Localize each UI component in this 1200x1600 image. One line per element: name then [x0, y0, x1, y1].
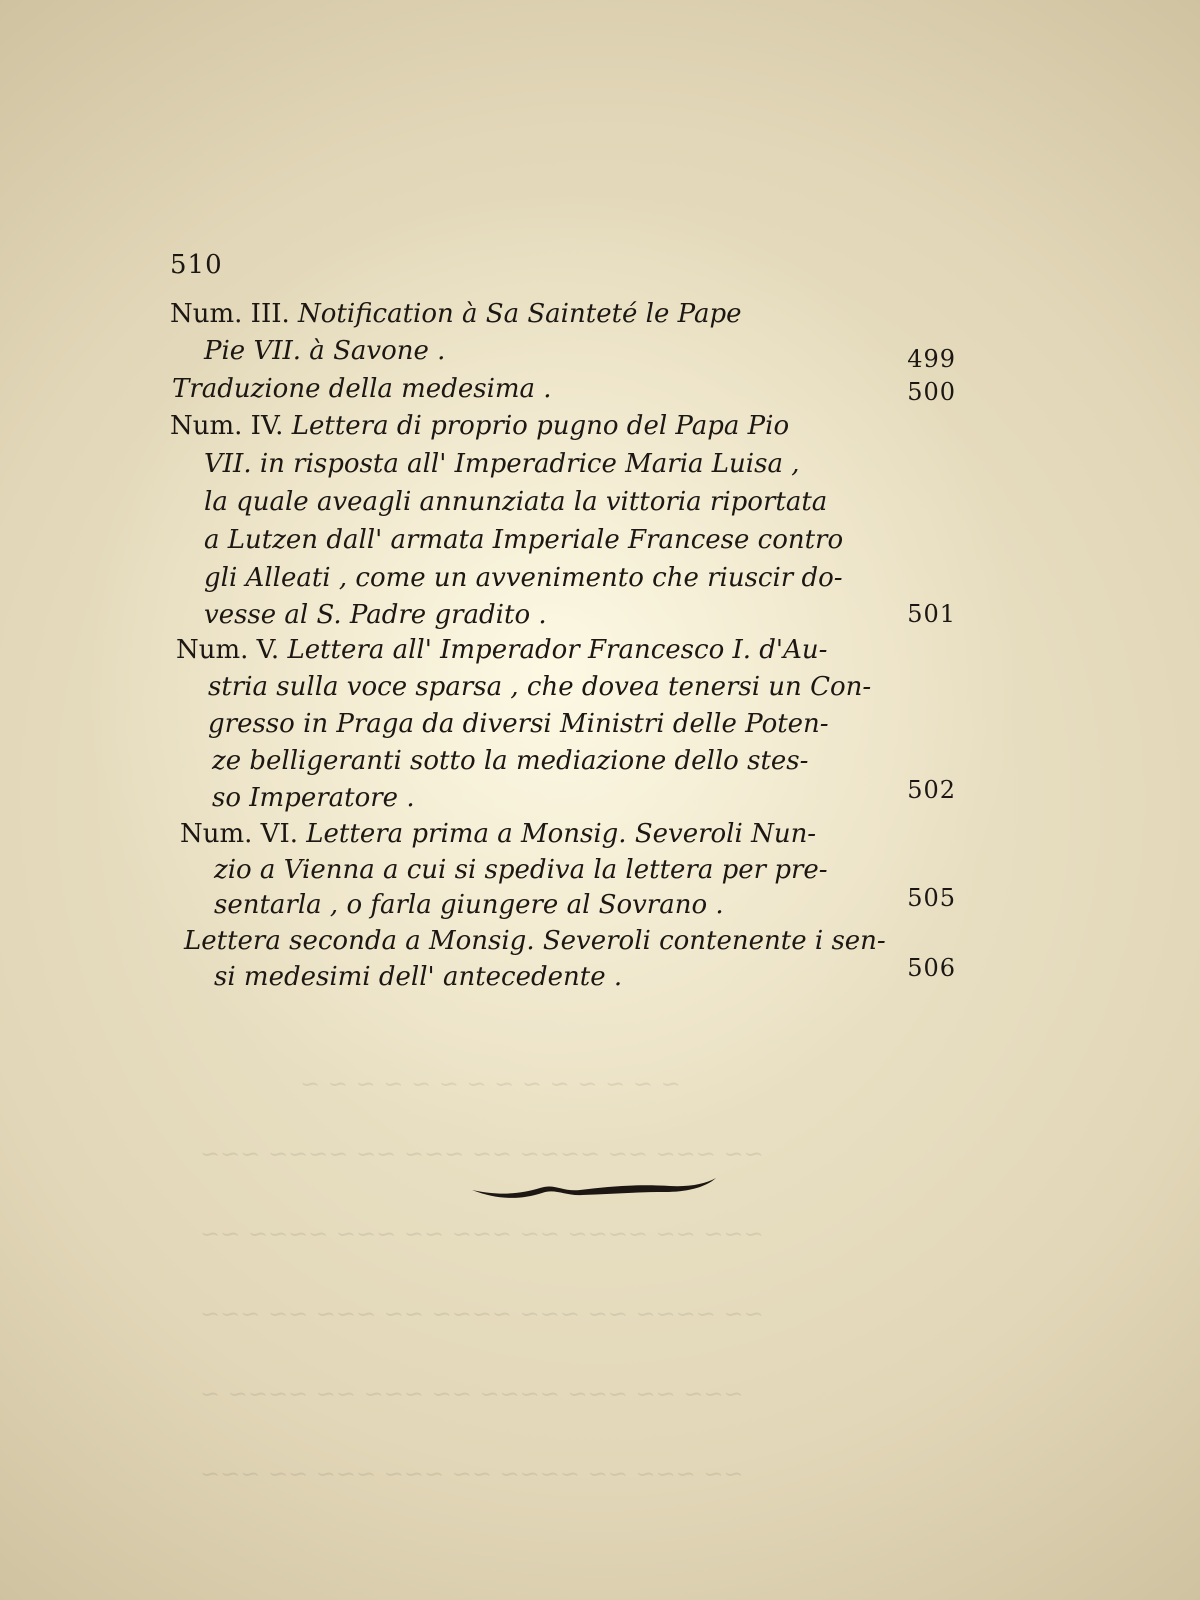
entry-page-number: 505	[907, 884, 956, 912]
entry-number: Num. VI.	[180, 819, 307, 849]
show-through-texture: ~ ~ ~ ~ ~ ~ ~ ~ ~ ~ ~ ~ ~ ~	[300, 1070, 681, 1098]
show-through-texture: ~~~ ~~ ~~~ ~~~~ ~~ ~~~ ~~ ~~~~ ~	[200, 1380, 744, 1408]
end-ornament-icon	[470, 1168, 720, 1208]
toc-line	[180, 816, 816, 852]
entry-page-number: 506	[907, 954, 956, 982]
entry-title-text: Notification à Sa Sainteté le Pape	[298, 299, 742, 329]
toc-line: la quale aveagli annunziata la vittoria riportata	[204, 487, 828, 517]
toc-line	[170, 296, 742, 332]
toc-line: ze belligeranti sotto la mediazione dello stes-	[212, 746, 809, 776]
show-through-texture: ~~~ ~~ ~~~~ ~~ ~~~ ~~ ~~~ ~~~~ ~~	[200, 1220, 764, 1248]
toc-line: VII. in risposta all' Imperadrice Maria Luisa ,	[204, 449, 800, 479]
entry-number: Num. III.	[170, 299, 299, 329]
page-number: 510	[170, 250, 223, 280]
toc-line: gresso in Praga da diversi Ministri delle Poten-	[208, 709, 829, 739]
toc-line	[176, 632, 827, 668]
toc-line: Traduzione della medesima .	[172, 374, 552, 404]
show-through-texture: ~~ ~~~ ~~ ~~~~ ~~ ~~~ ~~~ ~~ ~~~	[200, 1460, 744, 1488]
show-through-texture: ~~ ~~~~ ~~ ~~~ ~~~~ ~~ ~~~ ~~ ~~~	[200, 1300, 764, 1328]
toc-line: a Lutzen dall' armata Imperiale Francese contro	[204, 525, 844, 555]
show-through-texture: ~~ ~~~ ~~ ~~~~ ~~ ~~~ ~~ ~~~~ ~~~	[200, 1140, 764, 1168]
toc-line: stria sulla voce sparsa , che dovea tenersi un Con-	[208, 672, 872, 702]
entry-page-number: 501	[907, 600, 956, 628]
entry-title-text: Lettera prima a Monsig. Severoli Nun-	[306, 819, 817, 849]
entry-number: Num. IV.	[170, 411, 292, 441]
toc-line: sentarla , o farla giungere al Sovrano .	[214, 890, 724, 920]
toc-line: Pie VII. à Savone .	[204, 336, 446, 366]
toc-line: zio a Vienna a cui si spediva la lettera per pre-	[214, 855, 828, 885]
entry-number: Num. V.	[176, 635, 288, 665]
entry-title-text: Lettera all' Imperador Francesco I. d'Au-	[287, 635, 828, 665]
toc-line: vesse al S. Padre gradito .	[204, 600, 547, 630]
entry-title-text: Lettera di proprio pugno del Papa Pio	[291, 411, 790, 441]
toc-line: si medesimi dell' antecedente .	[214, 962, 623, 992]
entry-page-number: 499	[907, 345, 956, 373]
toc-line	[170, 408, 789, 444]
entry-page-number: 502	[907, 776, 956, 804]
toc-line: so Imperatore .	[212, 783, 415, 813]
toc-line: Lettera seconda a Monsig. Severoli contenente i sen-	[184, 926, 886, 956]
toc-line: gli Alleati , come un avvenimento che riuscir do-	[204, 563, 843, 593]
entry-page-number: 500	[907, 378, 956, 406]
